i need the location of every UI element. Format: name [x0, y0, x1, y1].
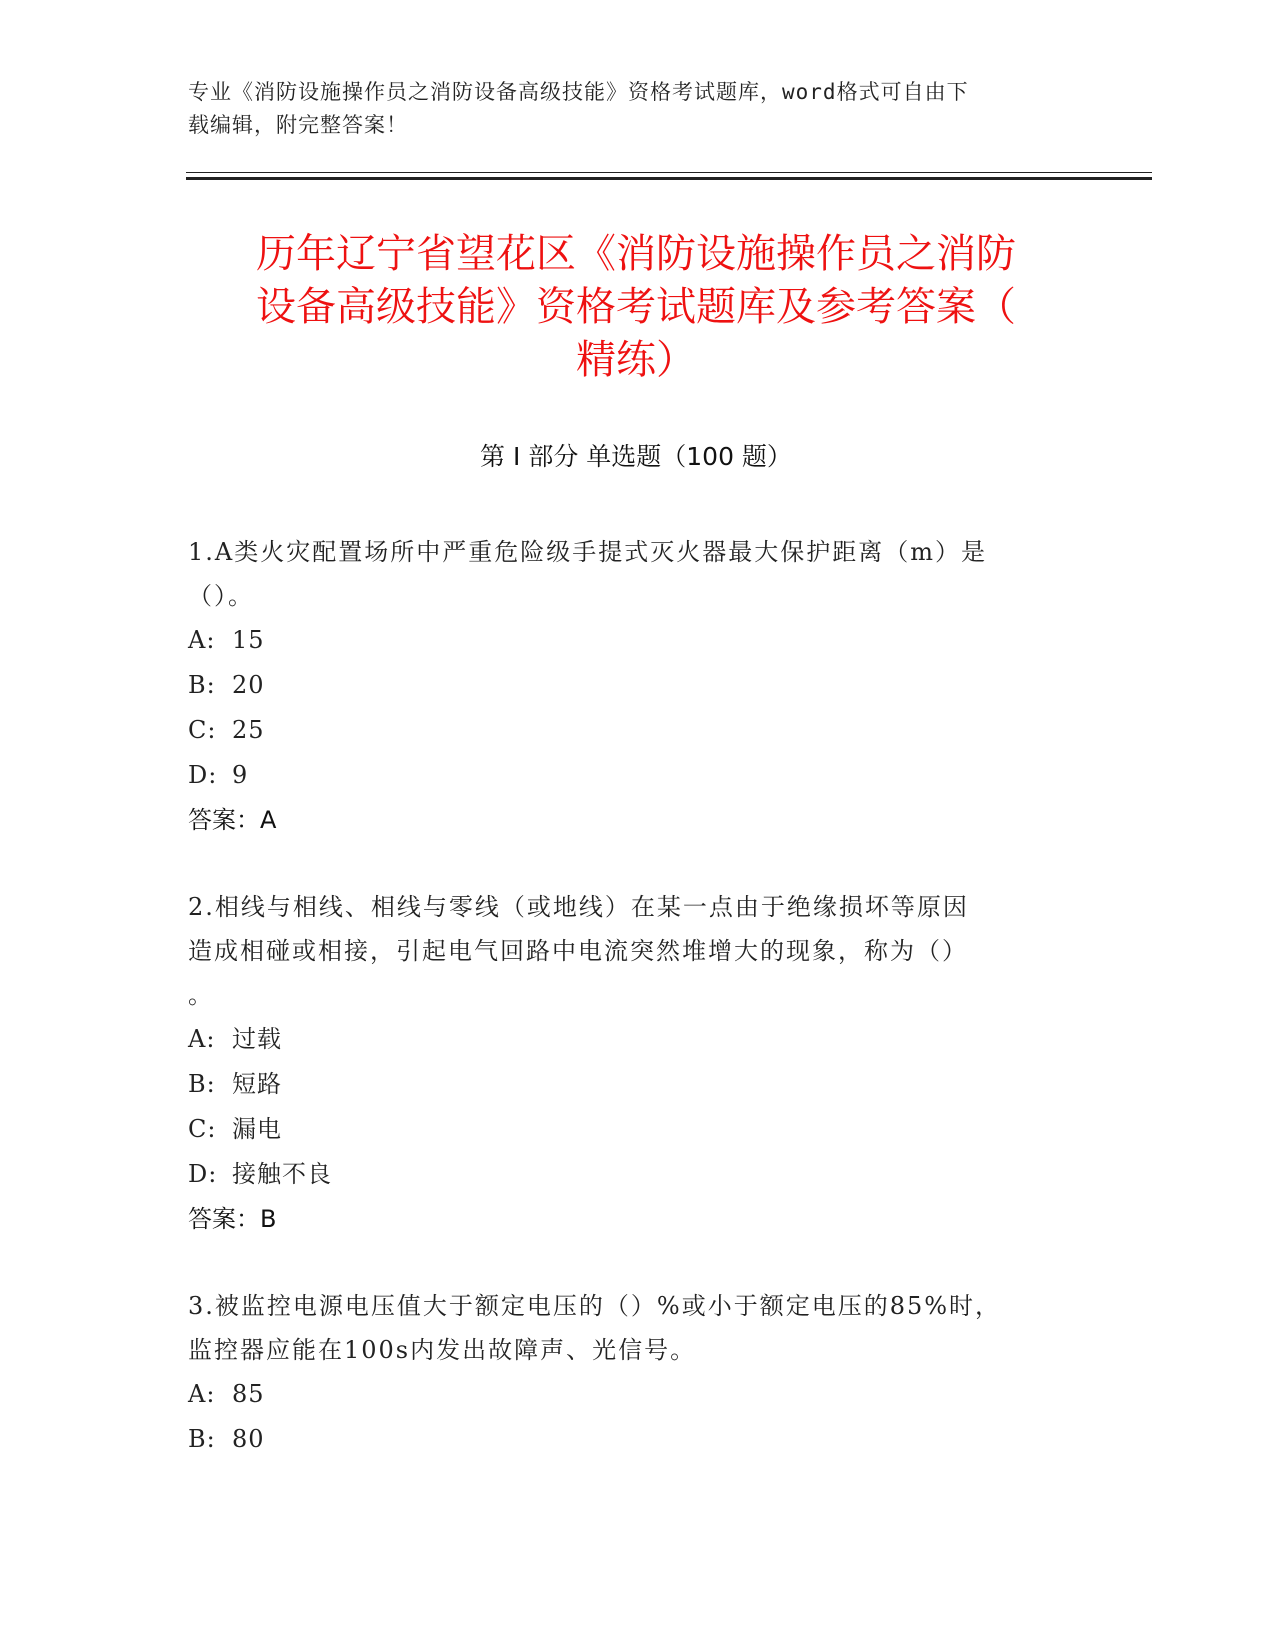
document-title: [186, 228, 1086, 387]
question-list: [188, 530, 1068, 1462]
option-text: 短路: [232, 1070, 282, 1098]
question-2: [188, 885, 1068, 1242]
option-text: 接触不良: [232, 1160, 332, 1188]
answer-line: 答案：B: [188, 1205, 277, 1233]
option-text: 15: [232, 626, 265, 654]
title-line-3: 精练）: [576, 337, 696, 383]
question-stem-line: 1.A类火灾配置场所中严重危险级手提式灭火器最大保护距离（m）是: [188, 538, 987, 566]
option-key: C:: [188, 1115, 217, 1143]
option-text: 85: [232, 1380, 265, 1408]
option-key: B:: [188, 1425, 216, 1453]
question-stem-line: 监控器应能在100s内发出故障声、光信号。: [188, 1336, 697, 1364]
intro-paragraph: [188, 76, 1068, 142]
option-key: B:: [188, 1070, 216, 1098]
option-b: [188, 1417, 1068, 1462]
intro-line-2: 载编辑，附完整答案！: [188, 113, 408, 137]
question-stem-line: 3.被监控电源电压值大于额定电压的（）%或小于额定电压的85%时，: [188, 1292, 1002, 1320]
option-key: C:: [188, 716, 217, 744]
option-a: [188, 1372, 1068, 1417]
header-rule-thick: [186, 177, 1152, 180]
option-text: 25: [232, 716, 265, 744]
section-heading: 第 I 部分 单选题（100 题）: [480, 442, 792, 471]
option-a: [188, 1017, 1068, 1062]
question-stem-line: 。: [188, 981, 214, 1009]
option-key: B:: [188, 671, 216, 699]
option-text: 漏电: [232, 1115, 282, 1143]
option-b: [188, 1062, 1068, 1107]
question-stem-line: （）。: [188, 582, 254, 610]
option-d: [188, 1152, 1068, 1197]
answer-line: 答案：A: [188, 806, 277, 834]
title-line-1: 历年辽宁省望花区《消防设施操作员之消防: [256, 231, 1016, 277]
option-key: D:: [188, 761, 218, 789]
option-text: 过载: [232, 1025, 282, 1053]
option-key: A:: [188, 1025, 216, 1053]
option-key: A:: [188, 626, 216, 654]
option-text: 80: [232, 1425, 265, 1453]
question-stem-line: 造成相碰或相接，引起电气回路中电流突然堆增大的现象，称为（）: [188, 937, 968, 965]
option-a: [188, 618, 1068, 663]
option-key: A:: [188, 1380, 216, 1408]
option-d: [188, 753, 1068, 798]
option-text: 9: [232, 761, 249, 789]
option-text: 20: [232, 671, 265, 699]
option-c: [188, 708, 1068, 753]
intro-line-1: 专业《消防设施操作员之消防设备高级技能》资格考试题库，word格式可自由下: [188, 80, 969, 104]
question-stem-line: 2.相线与相线、相线与零线（或地线）在某一点由于绝缘损坏等原因: [188, 893, 969, 921]
option-b: [188, 663, 1068, 708]
header-rule-thin: [186, 172, 1152, 173]
option-c: [188, 1107, 1068, 1152]
question-1: [188, 530, 1068, 843]
option-key: D:: [188, 1160, 218, 1188]
question-3: [188, 1284, 1068, 1462]
title-line-2: 设备高级技能》资格考试题库及参考答案（: [256, 284, 1016, 330]
